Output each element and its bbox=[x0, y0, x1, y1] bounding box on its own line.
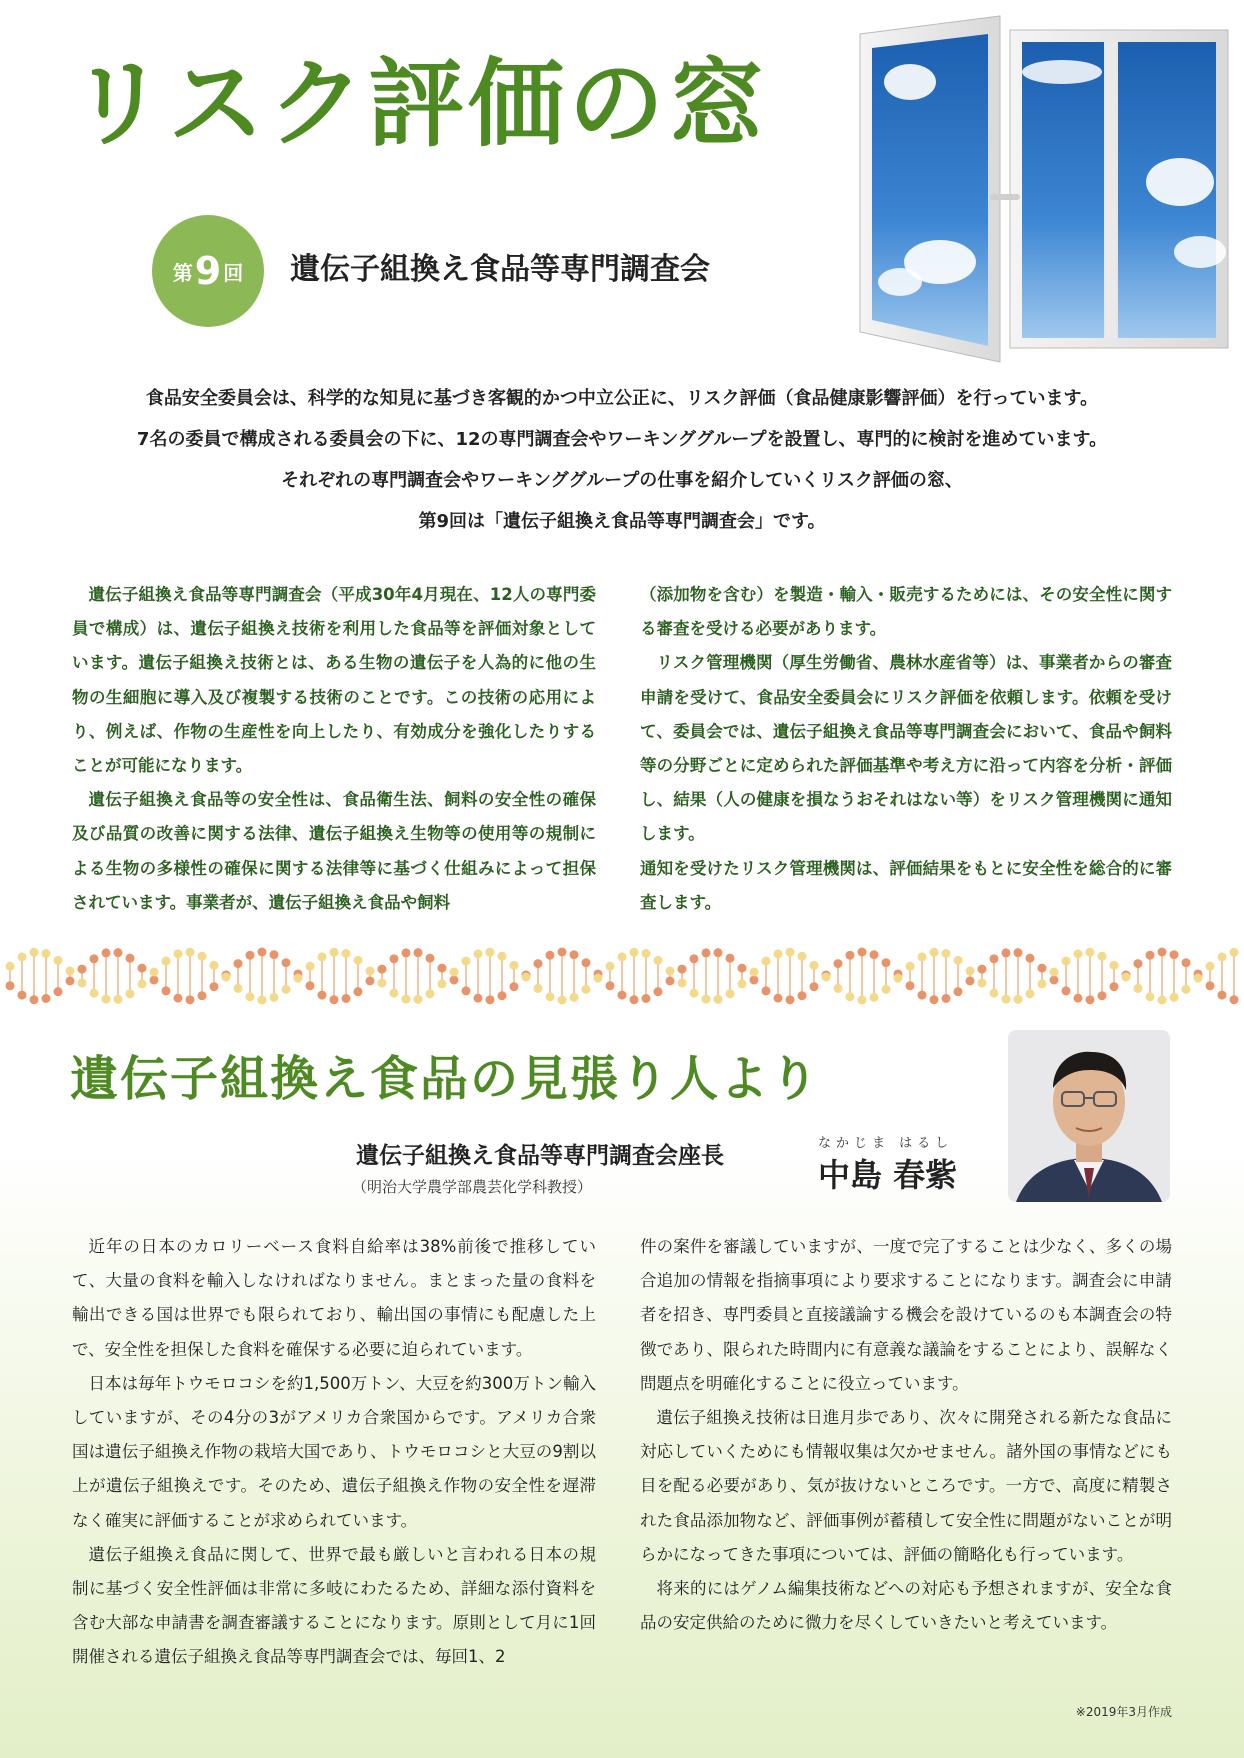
paragraph: 通知を受けたリスク管理機関は、評価結果をもとに安全性を総合的に審査します。 bbox=[640, 858, 1172, 912]
intro-line: 食品安全委員会は、科学的な知見に基づき客観的かつ中立公正に、リスク評価（食品健康影響評価）を行っています。 bbox=[145, 388, 1099, 409]
paragraph: 遺伝子組換え食品等の安全性は、食品衛生法、飼料の安全性の確保及び品質の改善に関する法律、遺伝子組換え生物等の使用等の規制による生物の多様性の確保に関する法律等に基づく仕組みによって担保されています。事業者が、遺伝子組換え食品や飼料 bbox=[72, 790, 596, 912]
intro-line: 7名の委員で構成される委員会の下に、12の専門調査会やワーキンググループを設置し、専門的に検討を進めています。 bbox=[136, 429, 1108, 450]
paragraph: 件の案件を審議していますが、一度で完了することは少なく、多くの場合追加の情報を指摘事項により要求することになります。調査会に申請者を招き、専門委員と直接議論する機会を設けているのも本調査会の特徴であり、限られた時間内に有意義な議論をすることにより、誤解なく問題点を明確化することに役立っています。 bbox=[640, 1237, 1172, 1393]
paragraph: 遺伝子組換え食品に関して、世界で最も厳しいと言われる日本の規制に基づく安全性評価は非常に多岐にわたるため、詳細な添付資料を含む大部な申請書を調査審議することになります。原則として月に1回開催される遺伝子組換え食品等専門調査会では、毎回1、2 bbox=[72, 1544, 596, 1667]
paragraph: 日本は毎年トウモロコシを約1,500万トン、大豆を約300万トン輸入していますが、その4分の3がアメリカ合衆国からです。アメリカ合衆国は遺伝子組換え作物の栽培大国であり、トウモロコシと大豆の9割以上が遺伝子組換えです。そのため、遺伝子組換え作物の安全性を遅滞なく確実に評価することが求められています。 bbox=[72, 1373, 596, 1530]
paragraph: リスク管理機関（厚生労働省、農林水産省等）は、事業者からの審査申請を受けて、食品安全委員会にリスク評価を依頼します。依頼を受けて、委員会では、遺伝子組換え食品等専門調査会において、食品や飼料等の分野ごとに定められた評価基準や考え方に沿って内容を分析・評価し、結果（人の健康を損なうおそれはない等）をリスク管理機関に通知します。 bbox=[640, 653, 1172, 844]
paragraph: 将来的にはゲノム編集技術などへの対応も予想されますが、安全な食品の安定供給のために微力を尽くしていきたいと考えています。 bbox=[640, 1579, 1172, 1633]
badge-suffix: 回 bbox=[223, 260, 244, 285]
chair-portrait bbox=[1008, 1030, 1170, 1202]
footnote: ※2019年3月作成 bbox=[1075, 1705, 1172, 1719]
intro-text bbox=[40, 378, 1204, 542]
paragraph: 近年の日本のカロリーベース食料自給率は38%前後で推移していて、大量の食料を輸入しなければなりません。まとまった量の食料を輸出できる国は世界でも限られており、輸出国の事情にも配慮した上で、安全性を担保した食料を確保する必要に迫られています。 bbox=[72, 1237, 596, 1359]
paragraph: 遺伝子組換え食品等専門調査会（平成30年4月現在、12人の専門委員で構成）は、遺伝子組換え技術を利用した食品等を評価対象としています。遺伝子組換え技術とは、ある生物の遺伝子を人為的に他の生物の生細胞に導入及び複製する技術のことです。この技術の応用により、例えば、作物の生産性を向上したり、有効成分を強化したりすることが可能になります。 bbox=[72, 585, 596, 776]
section1-right-column bbox=[640, 578, 1172, 920]
page-subtitle: 遺伝子組換え食品等専門調査会 bbox=[290, 252, 710, 287]
chair-name: 中島 春紫 bbox=[818, 1156, 958, 1194]
section2-title: 遺伝子組換え食品の見張り人より bbox=[70, 1051, 821, 1107]
paragraph: 遺伝子組換え技術は日進月歩であり、次々に開発される新たな食品に対応していくためにも情報収集は欠かせません。諸外国の事情などにも目を配る必要があり、気が抜けないところです。一方で、高度に精製された食品添加物など、評価事例が蓄積して安全性に問題がないことが明らかになってきた事項については、評価の簡略化も行っています。 bbox=[640, 1408, 1172, 1564]
chair-name-ruby: なかじま はるし bbox=[818, 1136, 954, 1151]
chair-affiliation: （明治大学農学部農芸化学科教授） bbox=[352, 1178, 593, 1196]
issue-badge bbox=[152, 215, 264, 327]
section1-left-column bbox=[72, 578, 596, 920]
intro-line: それぞれの専門調査会やワーキンググループの仕事を紹介していくリスク評価の窓、 bbox=[281, 470, 963, 491]
intro-line: 第9回は「遺伝子組換え食品等専門調査会」です。 bbox=[418, 511, 826, 532]
dna-divider bbox=[0, 940, 1244, 1012]
section2-right-column bbox=[640, 1230, 1172, 1640]
section2-left-column bbox=[72, 1230, 596, 1675]
chair-role: 遺伝子組換え食品等専門調査会座長 bbox=[356, 1143, 724, 1169]
badge-number: 9 bbox=[194, 249, 222, 293]
paragraph: （添加物を含む）を製造・輸入・販売するためには、その安全性に関する審査を受ける必要があります。 bbox=[640, 585, 1172, 639]
badge-prefix: 第 bbox=[172, 260, 193, 285]
page-title: リスク評価の窓 bbox=[70, 48, 769, 160]
open-window-image bbox=[850, 12, 1230, 382]
